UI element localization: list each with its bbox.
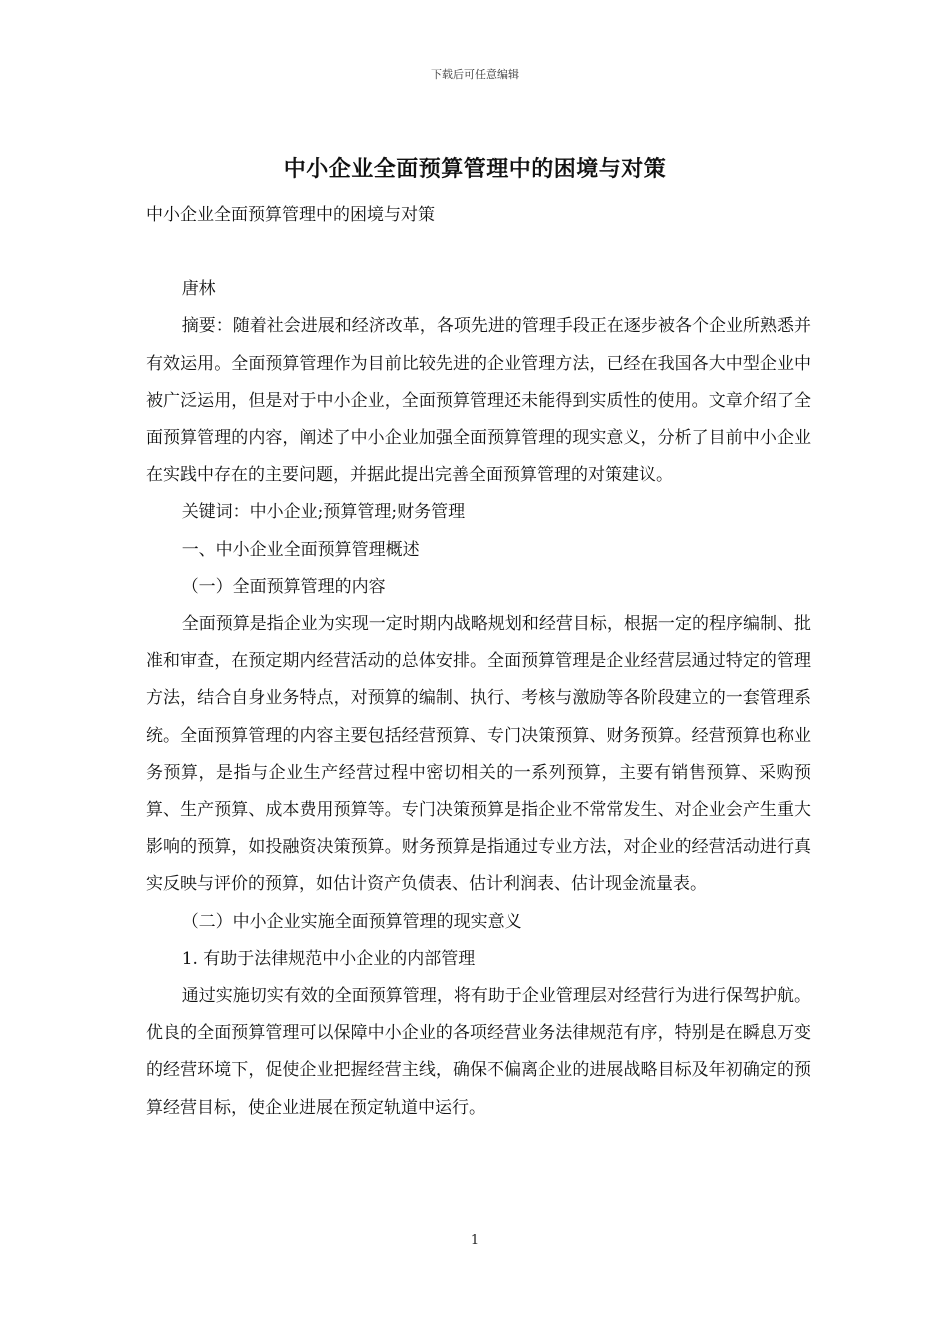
document-title: 中小企业全面预算管理中的困境与对策: [283, 157, 667, 182]
abstract-paragraph: 摘要：随着社会进展和经济改革，各项先进的管理手段正在逐步被各个企业所熟悉并有效运用。全面预算管理作为目前比较先进的企业管理方法，已经在我国各大中型企业中被广泛运用，但是对于中小企业，全面预算管理还未能得到实质性的使用。文章介绍了全面预算管理的内容，阐述了中小企业加强全面预算管理的现实意义，分析了目前中小企业在实践中存在的主要问题，并据此提出完善全面预算管理的对策建议。: [146, 316, 811, 486]
subsection-heading: （一）全面预算管理的内容: [181, 576, 386, 597]
body-paragraph: 全面预算是指企业为实现一定时期内战略规划和经营目标，根据一定的程序编制、批准和审查，在预定期内经营活动的总体安排。全面预算管理是企业经营层通过特定的管理方法，结合自身业务特点，对预算的编制、执行、考核与激励等各阶段建立的一套管理系统。全面预算管理的内容主要包括经营预算、专门决策预算、财务预算。经营预算也称业务预算，是指与企业生产经营过程中密切相关的一系列预算，主要有销售预算、采购预算、生产预算、成本费用预算等。专门决策预算是指企业不常常发生、对企业会产生重大影响的预算，如投融资决策预算。财务预算是指通过专业方法，对企业的经营活动进行真实反映与评价的预算，如估计资产负债表、估计利润表、估计现金流量表。: [146, 614, 811, 895]
document-subtitle: 中小企业全面预算管理中的困境与对策: [146, 205, 435, 225]
page-number: 1: [470, 1233, 480, 1248]
section-heading: 一、中小企业全面预算管理概述: [181, 539, 420, 560]
page-header: 下载后可任意编辑: [431, 68, 519, 81]
subsection-heading: （二）中小企业实施全面预算管理的现实意义: [181, 911, 522, 932]
body-paragraph: 通过实施切实有效的全面预算管理，将有助于企业管理层对经营行为进行保驾护航。优良的全面预算管理可以保障中小企业的各项经营业务法律规范有序，特别是在瞬息万变的经营环境下，促使企业把握经营主线，确保不偏离企业的进展战略目标及年初确定的预算经营目标，使企业进展在预定轨道中运行。: [146, 986, 811, 1118]
keywords-line: 关键词：中小企业;预算管理;财务管理: [181, 502, 466, 523]
document-body: [146, 197, 811, 1127]
point-heading: 1. 有助于法律规范中小企业的内部管理: [181, 948, 476, 969]
author-name: 唐林: [181, 279, 216, 300]
